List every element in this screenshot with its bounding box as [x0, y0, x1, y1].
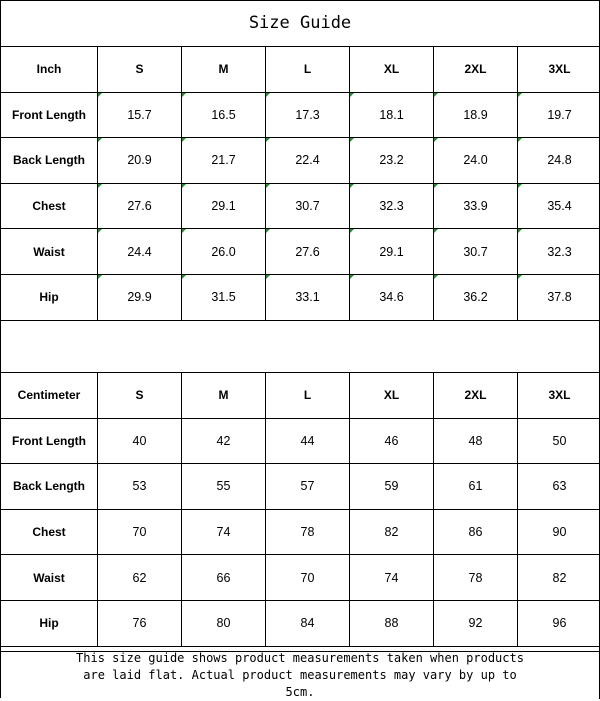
measurement-cell: 33.1	[266, 274, 350, 320]
table-row	[1, 138, 600, 184]
row-label: Back Length	[1, 138, 98, 184]
measurement-cell: 32.3	[350, 183, 434, 229]
measurement-cell: 63	[518, 464, 600, 510]
size-header: M	[182, 373, 266, 419]
table-row	[1, 464, 600, 510]
measurement-cell: 40	[98, 418, 182, 464]
measurement-cell: 82	[518, 555, 600, 601]
page-title: Size Guide	[0, 0, 600, 47]
table-row	[1, 418, 600, 464]
measurement-cell: 86	[434, 509, 518, 555]
measurement-cell: 32.3	[518, 229, 600, 275]
measurement-cell: 70	[266, 555, 350, 601]
table-row	[1, 600, 600, 646]
table-row	[1, 274, 600, 320]
row-label: Chest	[1, 509, 98, 555]
row-label: Waist	[1, 229, 98, 275]
row-label: Back Length	[1, 464, 98, 510]
size-header: 3XL	[518, 373, 600, 419]
unit-header: Inch	[1, 47, 98, 93]
table-spacer	[0, 326, 600, 373]
measurement-cell: 31.5	[182, 274, 266, 320]
measurement-cell: 30.7	[266, 183, 350, 229]
measurement-cell: 27.6	[98, 183, 182, 229]
measurement-cell: 82	[350, 509, 434, 555]
table-row	[1, 92, 600, 138]
table-row	[1, 555, 600, 601]
size-header: 2XL	[434, 373, 518, 419]
measurement-cell: 18.9	[434, 92, 518, 138]
measurement-cell: 16.5	[182, 92, 266, 138]
size-header: M	[182, 47, 266, 93]
measurement-cell: 50	[518, 418, 600, 464]
row-label: Hip	[1, 600, 98, 646]
measurement-cell: 26.0	[182, 229, 266, 275]
size-header: L	[266, 47, 350, 93]
measurement-cell: 84	[266, 600, 350, 646]
measurement-cell: 19.7	[518, 92, 600, 138]
measurement-cell: 23.2	[350, 138, 434, 184]
measurement-cell: 21.7	[182, 138, 266, 184]
measurement-cell: 29.9	[98, 274, 182, 320]
row-label: Waist	[1, 555, 98, 601]
table-row	[1, 229, 600, 275]
size-header: S	[98, 373, 182, 419]
measurement-cell: 70	[98, 509, 182, 555]
measurement-cell: 37.8	[518, 274, 600, 320]
size-header: 3XL	[518, 47, 600, 93]
table-row	[1, 509, 600, 555]
measurement-cell: 24.0	[434, 138, 518, 184]
size-header: L	[266, 373, 350, 419]
measurement-cell: 55	[182, 464, 266, 510]
measurement-cell: 90	[518, 509, 600, 555]
table-header-row	[1, 47, 600, 93]
measurement-note: This size guide shows product measurements taken when products are laid flat. Actual product measurements may vary by up to 5cm.	[0, 651, 600, 699]
measurement-cell: 78	[266, 509, 350, 555]
measurement-cell: 46	[350, 418, 434, 464]
row-label: Chest	[1, 183, 98, 229]
measurement-cell: 74	[350, 555, 434, 601]
row-label: Front Length	[1, 92, 98, 138]
size-header: XL	[350, 373, 434, 419]
measurement-cell: 29.1	[350, 229, 434, 275]
measurement-cell: 20.9	[98, 138, 182, 184]
measurement-cell: 22.4	[266, 138, 350, 184]
measurement-cell: 27.6	[266, 229, 350, 275]
measurement-cell: 30.7	[434, 229, 518, 275]
measurement-cell: 34.6	[350, 274, 434, 320]
measurement-cell: 61	[434, 464, 518, 510]
row-label: Hip	[1, 274, 98, 320]
measurement-cell: 24.8	[518, 138, 600, 184]
measurement-cell: 62	[98, 555, 182, 601]
inch-size-table	[0, 46, 600, 321]
measurement-cell: 74	[182, 509, 266, 555]
measurement-cell: 78	[434, 555, 518, 601]
measurement-cell: 66	[182, 555, 266, 601]
row-label: Front Length	[1, 418, 98, 464]
measurement-cell: 53	[98, 464, 182, 510]
measurement-cell: 18.1	[350, 92, 434, 138]
measurement-cell: 59	[350, 464, 434, 510]
size-header: S	[98, 47, 182, 93]
measurement-cell: 80	[182, 600, 266, 646]
measurement-cell: 96	[518, 600, 600, 646]
size-header: XL	[350, 47, 434, 93]
table-row	[1, 183, 600, 229]
measurement-cell: 17.3	[266, 92, 350, 138]
measurement-cell: 88	[350, 600, 434, 646]
measurement-cell: 15.7	[98, 92, 182, 138]
measurement-cell: 24.4	[98, 229, 182, 275]
measurement-cell: 35.4	[518, 183, 600, 229]
measurement-cell: 48	[434, 418, 518, 464]
centimeter-size-table	[0, 372, 600, 647]
measurement-cell: 57	[266, 464, 350, 510]
measurement-cell: 76	[98, 600, 182, 646]
table-header-row	[1, 373, 600, 419]
unit-header: Centimeter	[1, 373, 98, 419]
measurement-cell: 44	[266, 418, 350, 464]
measurement-cell: 33.9	[434, 183, 518, 229]
measurement-cell: 29.1	[182, 183, 266, 229]
size-header: 2XL	[434, 47, 518, 93]
measurement-cell: 36.2	[434, 274, 518, 320]
measurement-cell: 42	[182, 418, 266, 464]
measurement-cell: 92	[434, 600, 518, 646]
